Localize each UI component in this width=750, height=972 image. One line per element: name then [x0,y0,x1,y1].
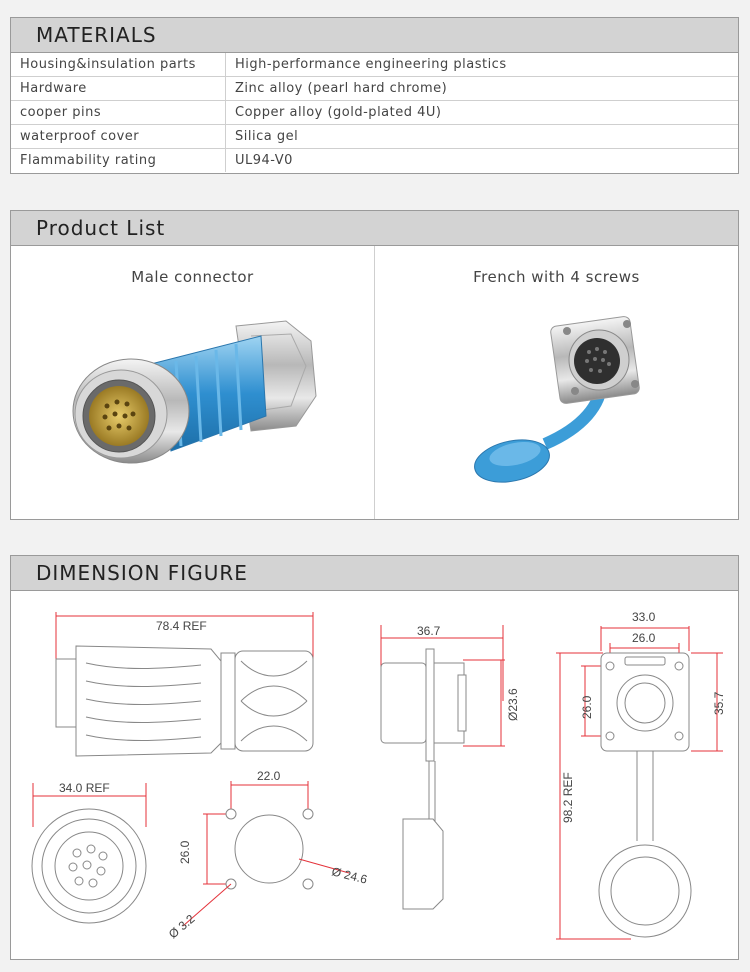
dim-hole-spacing-h: 26.0 [178,840,192,864]
dim-socket-dia: Ø23.6 [506,688,520,721]
dim-socket-depth: 36.7 [417,624,441,638]
dim-cutout-dia: Ø 24.6 [330,864,369,887]
dim-flange-height: 35.7 [712,691,726,715]
material-value: Copper alloy (gold-plated 4U) [226,101,739,125]
product-list-title: Product List [36,216,166,240]
material-value: Zinc alloy (pearl hard chrome) [226,77,739,101]
male-connector-image [11,246,374,519]
dimension-header [11,556,738,591]
dim-hole-dia: Ø 3.2 [165,911,198,942]
product-male-connector [11,246,375,519]
material-value: High-performance engineering plastics [226,53,739,77]
socket-front-view [556,610,726,939]
materials-panel [10,17,739,174]
male-front-view [32,781,146,923]
dimension-panel [10,555,739,960]
table-row [11,101,738,125]
table-row [11,125,738,149]
product-flange-socket [375,246,738,519]
materials-header [11,18,738,53]
material-label: waterproof cover [11,125,226,149]
table-row [11,53,738,77]
socket-side-view [381,624,520,909]
male-side-view [56,612,313,756]
material-value: Silica gel [226,125,739,149]
material-value: UL94-V0 [235,153,293,168]
dimension-title: DIMENSION FIGURE [36,561,248,585]
dim-flange-inner-h: 26.0 [580,695,594,719]
dim-total: 98.2 REF [561,772,575,823]
dim-length: 78.4 REF [156,619,207,633]
dim-front-dia: 34.0 REF [59,781,110,795]
material-label: cooper pins [11,101,226,125]
materials-title: MATERIALS [36,23,157,47]
dim-flange-outer: 33.0 [632,610,656,624]
flange-socket-image [375,246,738,519]
table-row [11,77,738,101]
materials-table [11,53,738,172]
dimension-drawing [11,591,738,960]
product-list-header [11,211,738,246]
material-label: Hardware [11,77,226,101]
material-label: Flammability rating [11,149,226,173]
material-label: Housing&insulation parts [11,53,226,77]
product-list-panel [10,210,739,520]
dim-hole-spacing-w: 22.0 [257,769,281,783]
product-label: Male connector [131,268,254,286]
panel-cutout-view [166,769,369,941]
product-label: French with 4 screws [473,268,640,286]
table-row [11,149,738,173]
dim-flange-inner: 26.0 [632,631,656,645]
